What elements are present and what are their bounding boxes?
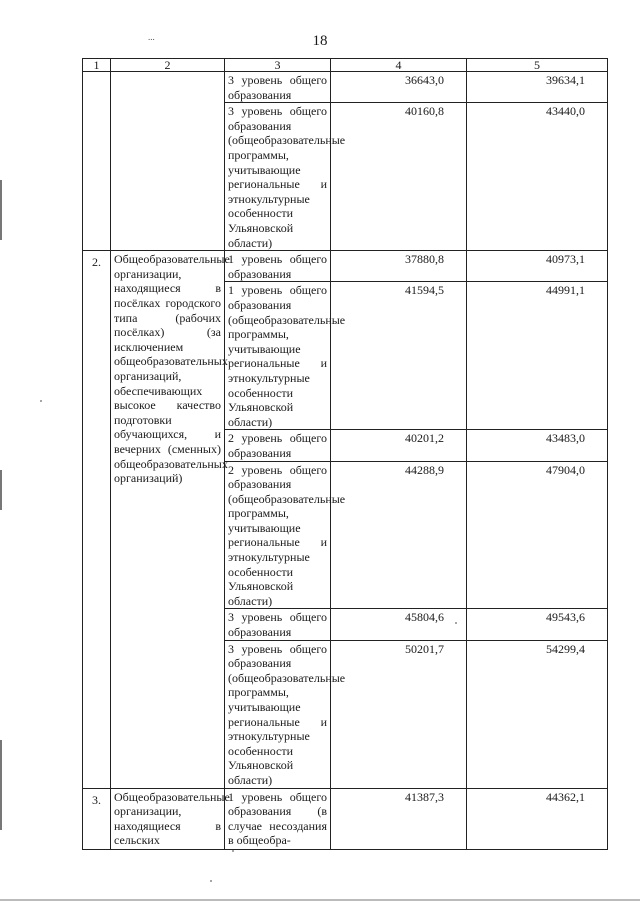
organization-cell: Общеобразовательные организации, находящиеся в сельских bbox=[111, 788, 225, 849]
table-row bbox=[83, 251, 608, 282]
scan-edge-mark bbox=[0, 470, 2, 510]
value-2024-cell: 43483,0 bbox=[467, 430, 608, 461]
value-2024-cell: 39634,1 bbox=[467, 72, 608, 103]
page-number: 18 bbox=[312, 33, 328, 49]
table-header-row bbox=[83, 59, 608, 72]
value-2023-cell: 44288,9 bbox=[331, 461, 467, 609]
value-2023-cell: 40201,2 bbox=[331, 430, 467, 461]
value-2024-cell: 49543,6 bbox=[467, 609, 608, 640]
scan-edge-mark bbox=[0, 180, 2, 240]
row-number-cell: 3. bbox=[83, 788, 111, 849]
table-row bbox=[83, 72, 608, 103]
value-2024-cell: 44991,1 bbox=[467, 282, 608, 430]
value-2024-cell: 43440,0 bbox=[467, 103, 608, 251]
organization-cell bbox=[111, 72, 225, 251]
page-mark: ... bbox=[148, 32, 155, 42]
row-number-cell bbox=[83, 72, 111, 251]
scan-bottom-edge bbox=[0, 899, 640, 901]
level-cell: 3 уровень общего образования bbox=[225, 609, 331, 640]
scan-edge-mark bbox=[0, 740, 2, 830]
column-header-5: 5 bbox=[467, 59, 608, 72]
value-2024-cell: 54299,4 bbox=[467, 640, 608, 788]
level-cell: 1 уровень общего образования (общеобразовательные программы, учитывающие региональные и этнокультурные особенности Ульяновской области) bbox=[225, 282, 331, 430]
rates-table bbox=[82, 58, 608, 850]
value-2023-cell: 41387,3 bbox=[331, 788, 467, 849]
scan-speck bbox=[210, 880, 212, 882]
value-2023-cell: 41594,5 bbox=[331, 282, 467, 430]
value-2023-cell: 45804,6 bbox=[331, 609, 467, 640]
value-2024-cell: 44362,1 bbox=[467, 788, 608, 849]
scan-speck bbox=[455, 622, 457, 624]
value-2023-cell: 36643,0 bbox=[331, 72, 467, 103]
column-header-3: 3 bbox=[225, 59, 331, 72]
level-cell: 1 уровень общего образования bbox=[225, 251, 331, 282]
value-2023-cell: 37880,8 bbox=[331, 251, 467, 282]
column-header-2: 2 bbox=[111, 59, 225, 72]
scan-speck bbox=[40, 400, 42, 402]
value-2023-cell: 50201,7 bbox=[331, 640, 467, 788]
level-cell: 3 уровень общего образования bbox=[225, 72, 331, 103]
level-cell: 3 уровень общего образования (общеобразовательные программы, учитывающие региональные и этнокультурные особенности Ульяновской области) bbox=[225, 103, 331, 251]
column-header-1: 1 bbox=[83, 59, 111, 72]
level-cell: 3 уровень общего образования (общеобразовательные программы, учитывающие региональные и этнокультурные особенности Ульяновской области) bbox=[225, 640, 331, 788]
value-2024-cell: 47904,0 bbox=[467, 461, 608, 609]
level-cell: 1 уровень общего образования (в случае несоздания в общеобра- bbox=[225, 788, 331, 849]
level-cell: 2 уровень общего образования (общеобразовательные программы, учитывающие региональные и этнокультурные особенности Ульяновской области) bbox=[225, 461, 331, 609]
scan-speck bbox=[232, 850, 234, 852]
organization-cell: Общеобразовательные организации, находящиеся в посёлках городского типа (рабочих посёлках) (за исключением общеобразовательных организаций, обеспечивающих высокое качество подготовки обучающихся, и вечерних (сменных) общеобразовательных организаций) bbox=[111, 251, 225, 788]
value-2023-cell: 40160,8 bbox=[331, 103, 467, 251]
level-cell: 2 уровень общего образования bbox=[225, 430, 331, 461]
row-number-cell: 2. bbox=[83, 251, 111, 788]
table-row bbox=[83, 788, 608, 849]
column-header-4: 4 bbox=[331, 59, 467, 72]
value-2024-cell: 40973,1 bbox=[467, 251, 608, 282]
